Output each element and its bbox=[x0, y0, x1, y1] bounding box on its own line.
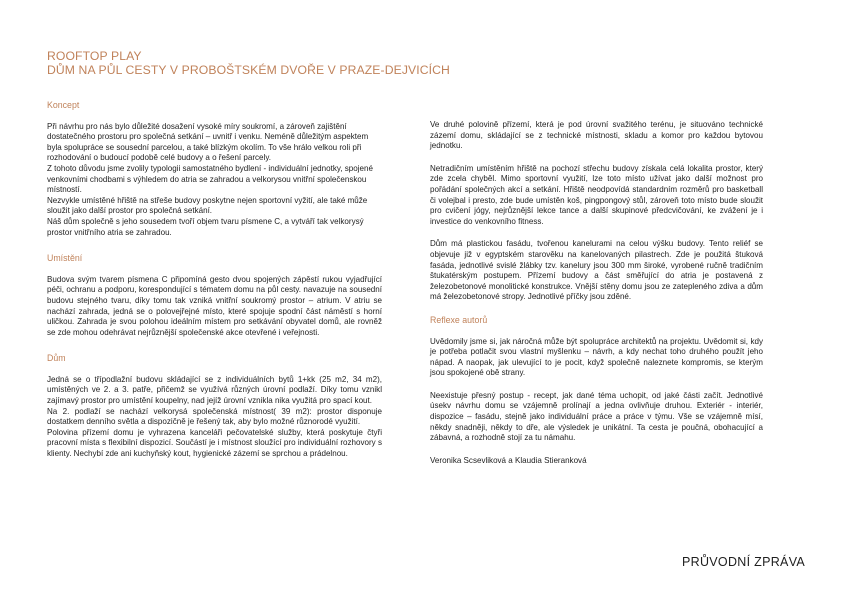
left-column bbox=[47, 100, 382, 475]
paragraph: Uvědomily jsme si, jak náročná může být spolupráce architektů na projektu. Uvědomit si, kdy je potřeba potlačit svou vlastní myšlenku – návrh, a kdy nechat toho druhého použít jeho nápad. A naopak, jak ulevující to je pocit, když společně naleznete kompromis, se kterým jsou spokojené obě strany. bbox=[430, 336, 763, 378]
document-title bbox=[47, 49, 450, 77]
section-reflexe bbox=[430, 315, 763, 467]
paragraph: Budova svým tvarem písmena C připomíná gesto dvou spojených zápěstí rukou vyjadřující péči, ochranu a podporu, korespondující s tématem domu na půl cesty. navazuje na sousední budovu stejného tvaru, díky tomu tak vzniká vnitřní soukromý prostor – atrium. V atriu se nachází zahrada, jedná se o polovejřejné místo, které spojuje spodní část náměstí s horní uličkou. Zahrada je svou polohou ideálním místem pro setkávání obyvatel domů, ale rovněž se zde mohou odehrávat nejrůznější společenské akce otevřené i veřejnosti. bbox=[47, 274, 382, 337]
paragraph: Nezvykle umístěné hřiště na střeše budovy poskytne nejen sportovní vyžití, ale také může sloužit jako další prostor pro společná setkání. bbox=[47, 195, 368, 216]
paragraph: Polovina přízemí domu je vyhrazena kanceláři pečovatelské služby, která poskytuje čtyři pracovní místa s flexibilní dispozicí. Součástí je i místnost sloužící pro individuální rozhovory s klienty. Nechybí zde ani kuchyňský kout, hygienické zázemí se sprchou a prádelnou. bbox=[47, 427, 382, 459]
footer-label: PRŮVODNÍ ZPRÁVA bbox=[682, 555, 806, 569]
paragraph: Neexistuje přesný postup - recept, jak dané téma uchopit, od jaké části začít. Jednotlivé úsekv návrhu domu se vzájemně prolínají a jedna ovlivňuje druhou. Exteriér - interiér, dispozice – fasádu, stejně jako individuální práce a práce v týmu. Vše se vzájemně mísí, někdy snadněji, někdy to dře, ale výsledek je unikátní. Ta cesta je poučná, obohacující a zábavná, a rozhodně stojí za tu námahu. bbox=[430, 390, 763, 443]
authors: Veronika Scsevliková a Klaudia Stieranková bbox=[430, 455, 587, 465]
paragraph: Na 2. podlaží se nachází velkorysá společenská místnost( 39 m2): prostor disponuje dostatkem denního světla a dispozičně je řešený tak, aby bylo možné různorodé využití. bbox=[47, 406, 382, 427]
section-dum bbox=[47, 353, 382, 459]
paragraph: Při návrhu pro nás bylo důležité dosažení vysoké míry soukromí, a zároveň zajištění dostatečného prostoru pro společná setkání – uvnitř i venku. Neméně důležitým aspektem byla spolupráce se sousední parcelou, a také blízkým okolím. To vše hrálo velkou roli při rozhodování o budoucí podobě celé budovy a o řešení parcely. bbox=[47, 121, 369, 163]
title-line-2: DŮM NA PŮL CESTY V PROBOŠTSKÉM DVOŘE V PRAZE-DEJVICÍCH bbox=[47, 63, 450, 77]
paragraph: Jedná se o třípodlažní budovu skládající se z individuálních bytů 1+kk (25 m2, 34 m2), umístěných ve 2. a 3. patře, přičemž se využívá různých úrovní podlaží. Díky tomu vznikl zajímavý prostor pro umístění koupelny, nad jejíž úrovní vznikla nika využitá pro spací kout. bbox=[47, 374, 382, 406]
section-heading: Dům bbox=[47, 353, 66, 364]
section-koncept bbox=[47, 100, 382, 238]
paragraph: Netradičním umístěním hřiště na pochozí střechu budovy získala celá lokalita prostor, který zde zcela chyběl. Mimo sportovní využití, lze toto místo užívat jako další možnost pro pořádání společných akcí a setkání. Hřiště neodpovídá standardním rozměrů pro basketball či volejbal i presto, zde bude umístěn koš, pingpongový stůl, zároveň toto místo bude sloužit pro cvičení jógy, nejrůznější lekce tance a další skupinové předcvičování, ke zvážení je i investice do venkovního fitness. bbox=[430, 163, 763, 226]
section-heading: Koncept bbox=[47, 100, 80, 110]
section-heading: Umístění bbox=[47, 253, 83, 264]
title-line-1: ROOFTOP PLAY bbox=[47, 49, 142, 63]
paragraph: Náš dům společně s jeho sousedem tvoří objem tvaru písmene C, a vytváří tak velkorysý prostor vnitřního atria se zahradou. bbox=[47, 216, 364, 237]
paragraph: Dům má plastickou fasádu, tvořenou kanelurami na celou výšku budovy. Tento reliéf se objevuje již v egyptském starověku na kanelovaných pilastrech. Zde je použitá štuková fasáda, jednotlivé svislé žlábky tzv. kanelury jsou 300 mm široké, vyrobené ručně tradičním štukatérským postupem. Přízemí budovy a část směřující do atria je postavená z železobetonové monolitické konstrukce. Vnější stěny domu jsou ze zatepleného zdiva a dům má železobetonové stropy. Jednotlivé příčky jsou zděné. bbox=[430, 239, 763, 302]
section-umisteni bbox=[47, 253, 382, 338]
section-heading: Reflexe autorů bbox=[430, 314, 488, 325]
paragraph: Ve druhé polovině přízemí, která je pod úrovní svažitého terénu, je situováno technické zázemí domu, skládající se z technické místnosti, skladu a komor pro každou bytovou jednotku. bbox=[430, 120, 763, 151]
paragraph: Z tohoto důvodu jsme zvolily typologii samostatného bydlení - individuální jednotky, spojené venkovními chodbami s výhledem do atria se zahradou a velkorysou vnitřní společenskou místností. bbox=[47, 163, 373, 195]
right-column bbox=[430, 120, 763, 481]
